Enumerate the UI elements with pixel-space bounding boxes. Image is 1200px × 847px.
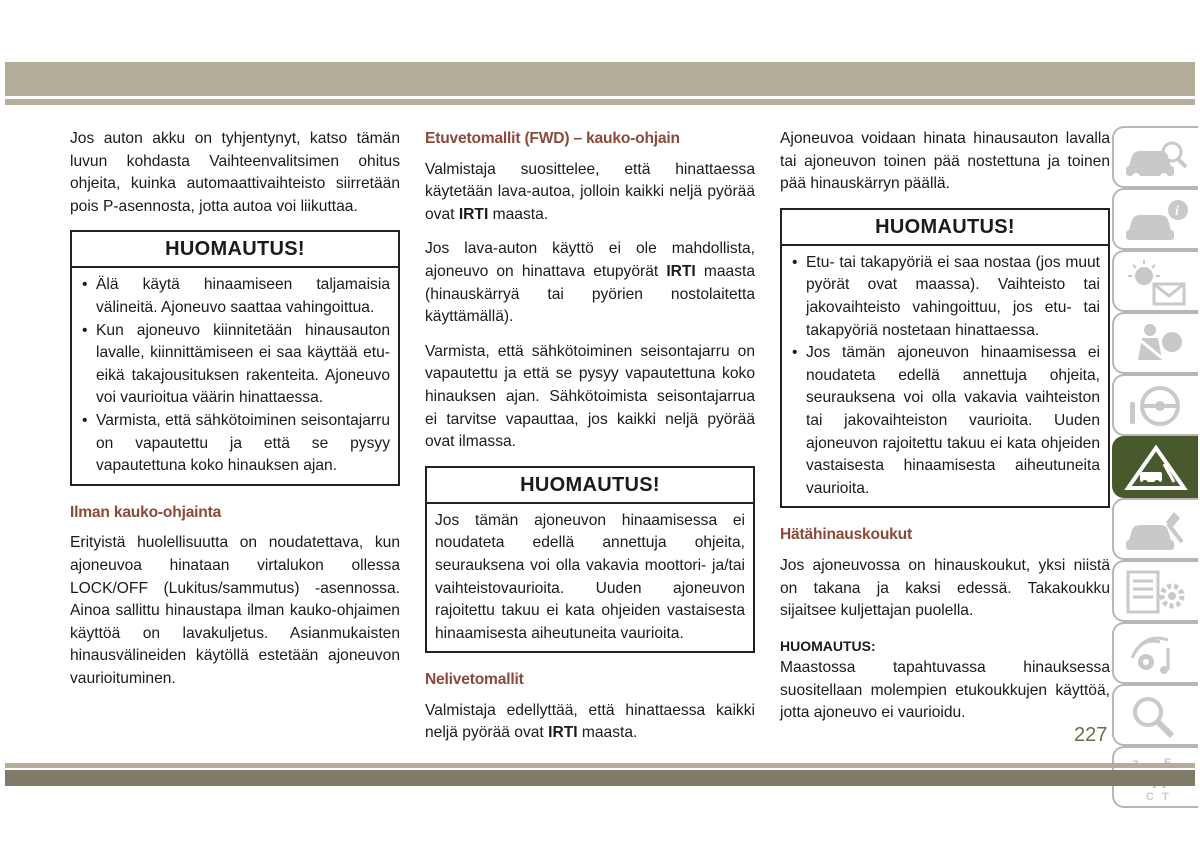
header-band xyxy=(5,62,1195,96)
warning-light-message-icon xyxy=(1122,258,1192,308)
specifications-gear-icon xyxy=(1122,568,1192,618)
paragraph: Ajoneuvoa voidaan hinata hinausauton lavalla tai ajoneuvon toinen pää nostettuna ja toinen pää hinauskärryn päällä. xyxy=(780,130,1110,193)
header-rule xyxy=(5,99,1195,105)
notice-item: • Etu- tai takapyöriä ei saa nostaa (jos muut pyörät ovat maassa). Vaihteisto tai jakovaihteisto vahingoittuu, jos etu- tai takapyöriä nostetaan hinattaessa. xyxy=(806,252,1100,342)
tab-starting-driving[interactable] xyxy=(1112,374,1198,436)
car-info-icon xyxy=(1122,196,1192,246)
notice-item: • Älä käytä hinaamiseen taljamaisia välineitä. Ajoneuvo saattaa vahingoittua. xyxy=(96,274,390,319)
section-heading-4wd: Nelivetomallit xyxy=(425,671,524,689)
notice-list xyxy=(790,252,1100,501)
paragraph: Varmista, että sähkötoiminen seisontajarru on vapautettu ja että se pysyy vapautettuna koko hinauksen ajan. Sähkötoimista seisontajarrua ei tarvitse vapauttaa, jos kaikki neljä pyörää ovat ilmassa. xyxy=(425,342,755,451)
tab-index[interactable] xyxy=(1112,684,1198,746)
notice-title: HUOMAUTUS! xyxy=(427,468,753,504)
notice-box-3 xyxy=(780,208,1110,509)
notice-title: HUOMAUTUS! xyxy=(782,210,1108,246)
sub-heading-note: HUOMAUTUS: xyxy=(780,637,876,654)
notice-item: • Kun ajoneuvo kiinnitetään hinausauton lavalle, kiinnittämiseen ei saa käyttää etu- eikä takajousituksen rakenteita. Ajoneuvo voi vaurioitua väärin hinattaessa. xyxy=(96,320,390,410)
multimedia-icon xyxy=(1122,630,1192,680)
tab-servicing[interactable] xyxy=(1112,498,1198,560)
steering-wheel-key-icon xyxy=(1122,382,1192,432)
tab-safety[interactable] xyxy=(1112,312,1198,374)
page-number: 227 xyxy=(1074,724,1108,746)
paragraph: Jos lava-auton käyttö ei ole mahdollista, ajoneuvo on hinattava etupyörät IRTI maasta (hinauskärryä tai pyörien nostolaitetta käyttämällä). xyxy=(425,240,755,326)
paragraph: Maastossa tapahtuvassa hinauksessa suositellaan molempien etukoukkujen käyttöä, jotta ajoneuvo ei vaurioidu. xyxy=(780,659,1110,722)
section-heading-tow-hooks: Hätähinauskoukut xyxy=(780,526,912,544)
column-right xyxy=(780,128,1110,737)
car-search-icon xyxy=(1122,134,1192,184)
notice-title: HUOMAUTUS! xyxy=(72,232,398,268)
svg-text:C: C xyxy=(1146,791,1154,803)
notice-box-2 xyxy=(425,466,755,654)
paragraph: Valmistaja suosittelee, että hinattaessa käytetään lava-autoa, jolloin kaikki neljä pyörää ovat IRTI maasta. xyxy=(425,160,755,223)
paragraph: Jos ajoneuvossa on hinauskoukut, yksi niistä on takana ja kaksi edessä. Takakoukku sijaitsee kuljettajan puolella. xyxy=(780,556,1110,620)
tab-warning-lights[interactable] xyxy=(1112,250,1198,312)
section-heading-fwd: Etuvetomallit (FWD) – kauko-ohjain xyxy=(425,130,680,147)
column-middle xyxy=(425,128,755,757)
car-service-icon xyxy=(1122,506,1192,556)
notice-item: • Varmista, että sähkötoiminen seisontajarru on vapautettu ja että se pysyy vapautettuna koko hinauksen ajan. xyxy=(96,410,390,478)
intro-paragraph: Jos auton akku on tyhjentynyt, katso tämän luvun kohdasta Vaihteenvalitsimen ohitus ohjeita, kuinka automaattivaihteisto siirretään pois P-asennosta, jotta autoa voi liikuttaa. xyxy=(70,130,400,215)
footer-band xyxy=(5,770,1195,786)
footer-rule xyxy=(5,763,1195,768)
tab-car-search[interactable] xyxy=(1112,126,1198,188)
column-left xyxy=(70,128,400,702)
section-heading-no-remote: Ilman kauko-ohjainta xyxy=(70,503,222,521)
tab-multimedia[interactable] xyxy=(1112,622,1198,684)
paragraph: Valmistaja edellyttää, että hinattaessa kaikki neljä pyörää ovat IRTI maasta. xyxy=(425,701,755,742)
svg-text:T: T xyxy=(1162,791,1169,803)
notice-item: • Jos tämän ajoneuvon hinaamisessa ei noudateta edellä annettuja ohjeita, seurauksena voi olla vakavia vaihteiston tai jakovaihteiston vaurioita. Uuden ajoneuvon rajoitettu takuu ei kata ohjeiden vastaisesta hinaamisesta aiheutuneita vaurioita. xyxy=(806,342,1100,500)
paragraph: Erityistä huolellisuutta on noudatettava, kun ajoneuvoa hinataan virtalukon ollessa LOCK/OFF (Lukitus/sammutus) -asennossa. Ainoa sallittu hinaustapa ilman kauko-ohjaimen käyttöä on lavakuljetus. Asianmukaisten hinausvälineiden käytöllä estetään ajoneuvon vaurioituminen. xyxy=(70,534,400,687)
notice-list xyxy=(80,274,390,477)
tab-car-info[interactable] xyxy=(1112,188,1198,250)
notice-text: Jos tämän ajoneuvon hinaamisessa ei noudateta edellä annettuja ohjeita, seurauksena voi olla vakavia moottori- ja/tai vaihteistovaurioita. Uuden ajoneuvon rajoitettu takuu ei kata ohjeiden vastaisesta hinaamisesta aiheutuneita vaurioita. xyxy=(435,511,745,642)
notice-box-1 xyxy=(70,230,400,485)
airbag-seat-icon xyxy=(1122,320,1192,370)
tab-specifications[interactable] xyxy=(1112,560,1198,622)
svg-text:i: i xyxy=(1175,204,1179,219)
tab-emergency[interactable] xyxy=(1112,436,1198,498)
roadside-breakdown-icon xyxy=(1122,444,1192,494)
index-search-icon xyxy=(1122,692,1192,742)
